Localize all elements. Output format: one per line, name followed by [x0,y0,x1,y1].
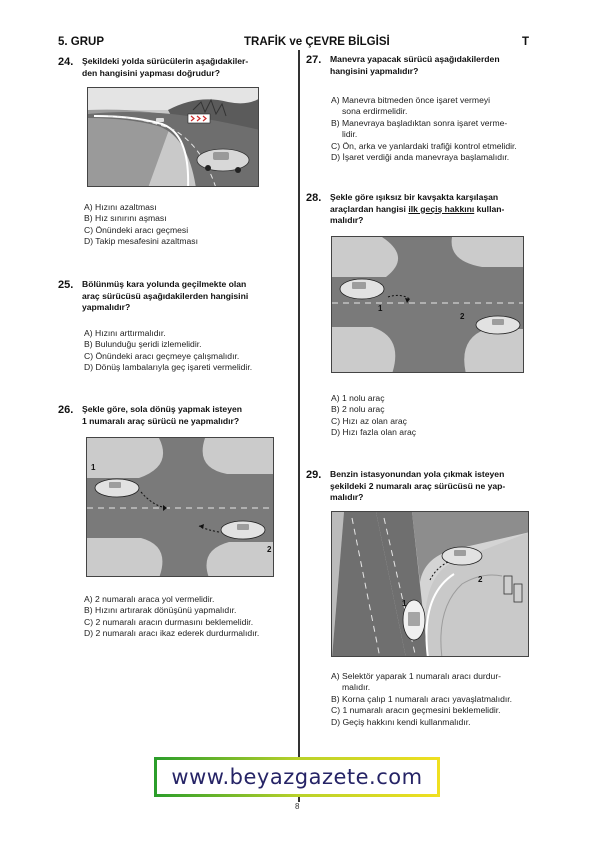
option-a-continued[interactable]: sona erdirmelidir. [342,106,408,117]
option-b[interactable]: B) Bulunduğu şeridi izlemelidir. [84,339,202,350]
figure-curved-road [87,87,259,187]
question-number: 25. [58,279,74,291]
option-b-continued[interactable]: lidir. [342,129,358,140]
question-number: 28. [306,192,322,204]
option-c[interactable]: C) Hızı az olan araç [331,415,407,426]
column-divider [298,50,300,802]
options-26 [84,594,259,640]
option-d[interactable]: D) İşaret verdiği anda manevraya başlamalıdır. [331,152,510,163]
option-a[interactable]: A) 2 numaralı araca yol vermelidir. [84,594,215,604]
question-25 [58,279,290,314]
option-a-continued[interactable]: malıdır. [342,682,371,693]
option-a[interactable]: A) Selektör yaparak 1 numaralı aracı durdur- [331,671,502,681]
options-29 [331,671,512,728]
watermark-banner[interactable] [154,757,440,797]
figure-intersection-left-turn [86,437,274,577]
question-28 [306,192,542,227]
group-label: 5. GRUP [58,36,105,48]
question-27 [306,54,542,78]
question-26 [58,404,290,428]
figure-label-2: 2 [478,575,483,584]
option-c[interactable]: C) Ön, arka ve yanlardaki trafiği kontrol etmelidir. [331,140,517,151]
figure-label-2: 2 [267,545,272,554]
option-a[interactable]: A) Hızını arttırmalıdır. [84,328,166,338]
options-25 [84,328,252,374]
option-b[interactable]: B) Korna çalıp 1 numaralı aracı yavaşlatmalıdır. [331,693,513,704]
booklet-letter: T [522,36,530,48]
question-text: Benzin istasyonundan yola çıkmak isteyen şekildeki 2 numaralı araç sürücüsü ne yap- malıdır? [330,469,506,502]
options-27 [331,95,517,163]
question-text: Şekildeki yolda sürücülerin aşağıdakiler- den hangisini yapması doğrudur? [82,56,249,78]
option-a[interactable]: A) Hızını azaltması [84,202,157,212]
page-number: 8 [295,802,300,811]
option-d[interactable]: D) Geçiş hakkını kendi kullanmalıdır. [331,716,471,727]
option-d[interactable]: D) Hızı fazla olan araç [331,427,417,438]
option-c[interactable]: C) 2 numaralı aracın durmasını beklemelidir. [84,616,254,627]
option-d[interactable]: D) Dönüş lambalarıyla geç işareti vermelidir. [84,362,253,373]
figure-gas-station-exit [331,511,529,657]
question-text: Manevra yapacak sürücü aşağıdakilerden hangisini yapmalıdır? [330,54,500,76]
question-text: Şekle göre ışıksız bir kavşakta karşılaşan araçlardan hangisi ilk geçiş hakkını kullan- malıdır? [330,192,505,225]
option-d[interactable]: D) Takip mesafesini azaltması [84,236,198,247]
question-number: 26. [58,404,74,416]
question-29 [306,469,542,504]
option-d[interactable]: D) 2 numaralı aracı ikaz ederek durdurmalıdır. [84,628,260,639]
options-24 [84,202,198,248]
question-number: 24. [58,56,74,68]
options-28 [331,393,416,439]
question-text: Bölünmüş kara yolunda geçilmekte olan araç sürücüsü aşağıdakilerden hangisini yapmalıdır? [82,279,249,312]
option-b[interactable]: B) Manevraya başladıktan sonra işaret verme- [331,117,508,128]
question-number: 29. [306,469,322,481]
option-b[interactable]: B) 2 nolu araç [331,404,385,415]
option-c[interactable]: C) Önündeki aracı geçmesi [84,224,189,235]
figure-label-2: 2 [460,312,465,321]
option-c[interactable]: C) 1 numaralı aracın geçmesini beklemelidir. [331,705,501,716]
question-24 [58,56,290,76]
option-a[interactable]: A) Manevra bitmeden önce işaret vermeyi [331,95,491,105]
question-number: 27. [306,54,322,66]
watermark-url[interactable]: www.beyazgazete.com [171,765,423,789]
figure-label-1: 1 [402,599,407,608]
page-title: TRAFİK ve ÇEVRE BİLGİSİ [244,36,390,48]
option-b[interactable]: B) Hız sınırını aşması [84,213,167,224]
option-b[interactable]: B) Hızını artırarak dönüşünü yapmalıdır. [84,605,237,616]
figure-uncontrolled-intersection [331,236,524,373]
figure-label-1: 1 [91,463,96,472]
figure-label-1: 1 [378,304,383,313]
question-text: Şekle göre, sola dönüş yapmak isteyen 1 numaralı araç sürücü ne yapmalıdır? [82,404,243,426]
option-c[interactable]: C) Önündeki aracı geçmeye çalışmalıdır. [84,350,240,361]
option-a[interactable]: A) 1 nolu araç [331,393,385,403]
